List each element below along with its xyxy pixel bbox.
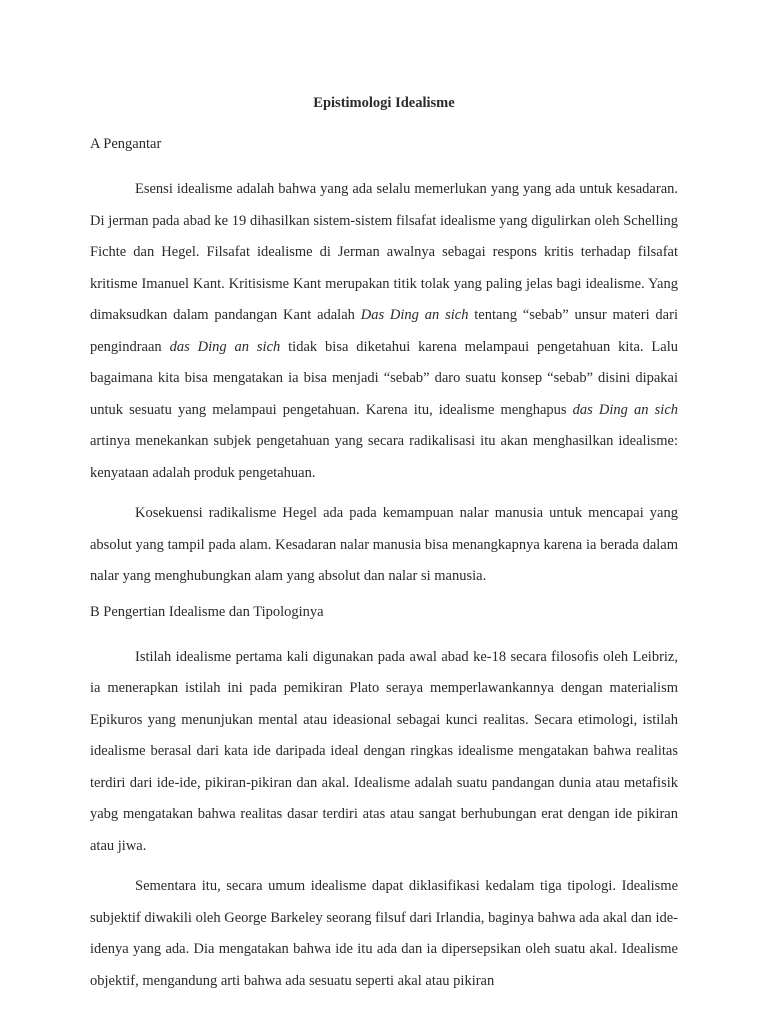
document-title: Epistimologi Idealisme xyxy=(313,95,455,111)
italic-term: das Ding an sich xyxy=(169,338,281,355)
text-run: Esensi idealisme adalah bahwa yang ada selalu memerlukan yang yang ada untuk kesadaran. Di jerman pada abad ke 19 dihasilkan sistem-sistem filsafat idealisme yang digulirkan oleh Schelling Fichte dan Hegel. Filsafat idealisme di Jerman awalnya sebagai respons kritis terhadap filsafat kritisme Imanuel Kant. Kritisisme Kant merupakan titik tolak yang paling jelas bagi idealisme. Yang dimaksudkan dalam pandangan Kant adalah xyxy=(90,181,678,323)
italic-term: das Ding an sich xyxy=(572,401,679,418)
section-heading-pengertian: B Pengertian Idealisme dan Tipologinya xyxy=(90,603,324,620)
text-run: tentang “sebab” unsur materi dari pengindraan xyxy=(90,307,678,355)
paragraph-kosekuensi: Kosekuensi radikalisme Hegel ada pada kemampuan nalar manusia untuk mencapai yang absolut yang tampil pada alam. Kesadaran nalar manusia bisa menangkapnya karena ia berada dalam nalar yang menghubungkan alam yang absolut dan nalar si manusia. xyxy=(90,505,678,584)
italic-term: Das Ding an sich xyxy=(360,307,469,323)
text-run: tidak bisa diketahui karena melampaui pengetahuan kita. Lalu bagaimana kita bisa mengatakan ia bisa menjadi “sebab” daro suatu konsep “sebab” disini dipakai untuk sesuatu yang melampaui pengetahuan. Karena itu, idealisme menghapus xyxy=(90,338,678,418)
section-heading-pengantar: A Pengantar xyxy=(90,136,162,152)
paragraph-istilah-idealisme: Istilah idealisme pertama kali digunakan pada awal abad ke-18 secara filosofis oleh Leibriz, ia menerapkan istilah ini pada pemikiran Plato seraya memperlawankannya dengan materialism Epikuros yang menunjukan mental atau ideasional sebagai kunci realitas. Secara etimologi, istilah idealisme berasal dari kata ide daripada ideal dengan ringkas idealisme mengatakan bahwa realitas terdiri dari ide-ide, pikiran-pikiran dan akal. Idealisme adalah suatu pandangan dunia atau metafisik yabg mengatakan bahwa realitas dasar terdiri atas atau sangat berhubungan erat dengan ide pikiran atau jiwa. xyxy=(90,648,678,854)
paragraph-tipologi: Sementara itu, secara umum idealisme dapat diklasifikasi kedalam tiga tipologi. Idealisme subjektif diwakili oleh George Barkeley seorang filsuf dari Irlandia, baginya bahwa ada akal dan ide-idenya yang ada. Dia mengatakan bahwa ide itu ada dan ia dipersepsikan oleh suatu akal. Idealisme objektif, mengandung arti bahwa ada sesuatu seperti akal atau pikiran xyxy=(90,878,678,989)
paragraph-esensi-idealisme xyxy=(90,174,678,489)
text-run: artinya menekankan subjek pengetahuan yang secara radikalisasi itu akan menghasilkan idealisme: kenyataan adalah produk pengetahuan. xyxy=(90,433,678,481)
